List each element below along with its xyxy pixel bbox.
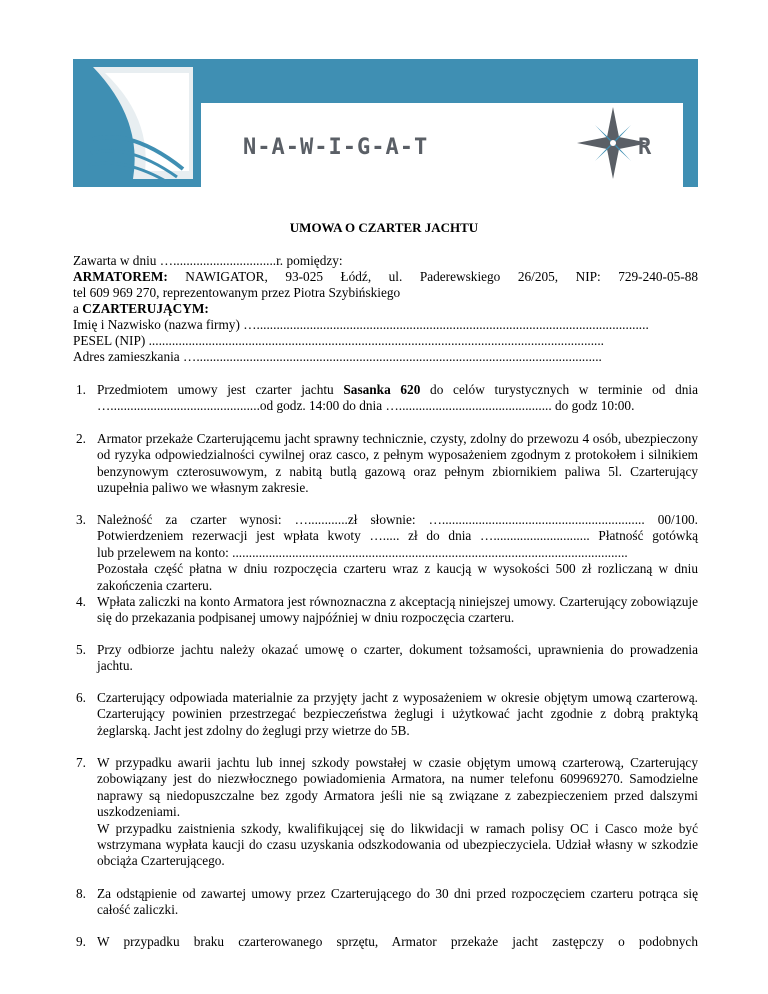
clause-number: 5.	[76, 642, 86, 657]
clause-8-text: Za odstąpienie od zawartej umowy przez Czarterującego do 30 dni przed rozpoczęciem czarteru potrąca się całość zaliczki.	[97, 886, 698, 918]
company-logo	[73, 59, 698, 189]
logo-wordmark-end: R	[638, 135, 652, 160]
charterer-prefix: a	[73, 301, 83, 316]
clause-1-text-c: do celów turystycznych w terminie od dnia	[420, 382, 698, 397]
clause-3-line-2: Potwierdzeniem rezerwacji jest wpłata kwoty …..... zł do dnia …............................. Płatność gotówką	[97, 528, 698, 544]
clause-number: 7.	[76, 755, 86, 770]
clause-9	[76, 934, 698, 950]
clause-3-line-1: Należność za czarter wynosi: …............zł słownie: …............................................................. 00/100.	[97, 512, 698, 527]
clause-3	[76, 512, 698, 594]
logo-wordmark: N-A-W-I-G-A-T	[243, 135, 429, 160]
armator-label: ARMATOREM:	[73, 269, 168, 284]
clause-1-text-a: Przedmiotem umowy jest czarter jachtu	[97, 382, 344, 397]
clause-7-paragraph-2: W przypadku zaistnienia szkody, kwalifikującej się do likwidacji w ramach polisy OC i Casco może być wstrzymana wypłata kaucji do czasu uzyskania odszkodowania od ubezpieczyciela. Udział własny w szkodzie obciąża Czarterującego.	[97, 820, 698, 869]
clause-3-line-4: Pozostała część płatna w dniu rozpoczęcia czarteru wraz z kaucją w wysokości 500 zł rozliczaną w dniu zakończenia czarteru.	[97, 561, 698, 593]
clause-7	[76, 755, 698, 870]
armator-line	[73, 269, 698, 285]
clause-2	[76, 431, 698, 497]
clause-number: 4.	[76, 594, 86, 609]
clause-9-text: W przypadku braku czarterowanego sprzętu, Armator przekaże jacht zastępczy o podobnych	[97, 934, 698, 949]
pesel-field-line: PESEL (NIP) .........................................................................................................................................	[73, 333, 605, 348]
clause-7-paragraph-1: W przypadku awarii jachtu lub innej szkody powstałej w czasie objętym umową czarterową, Czarterujący zobowiązany jest do niezwłocznego powiadomienia Armatora, na numer telefonu 609969270. Samodzielne naprawy są niedopuszczalne bez zgody Armatora jeśli nie są związane z zabezpieczeniem przed dalszymi uszkodzeniami.	[97, 755, 698, 820]
clause-6-text: Czarterujący odpowiada materialnie za przyjęty jacht z wyposażeniem w okresie objętym umową czarterową. Czarterujący powinien przestrzegać bezpieczeństwa żeglugi i użytkować jacht zgodnie z dobrą praktyką żeglarską. Jacht jest zdolny do żeglugi przy wietrze do 5B.	[97, 690, 698, 738]
clause-number: 2.	[76, 431, 86, 446]
clause-number: 8.	[76, 886, 86, 901]
address-field-line: Adres zamieszkania …..........................................................................................................................	[73, 349, 602, 364]
clause-5	[76, 642, 698, 675]
clause-5-text: Przy odbiorze jachtu należy okazać umowę o czarter, dokument tożsamości, uprawnienia do prowadzenia jachtu.	[97, 642, 698, 674]
clause-4	[76, 594, 698, 627]
clause-1-line-2: ….............................................od godz. 14:00 do dnia ….............................................. do godz 10:00.	[97, 398, 635, 414]
clause-number: 3.	[76, 512, 86, 527]
charterer-label: CZARTERUJĄCYM:	[82, 301, 209, 316]
clause-number: 9.	[76, 934, 86, 949]
clause-1-line-1	[97, 382, 698, 398]
document-title: UMOWA O CZARTER JACHTU	[289, 220, 479, 235]
contract-date-line: Zawarta w dniu …...............................r. pomiędzy:	[73, 253, 343, 268]
clause-2-text: Armator przekaże Czarterującemu jacht sprawny technicznie, czysty, zdolny do przewozu 4 osób, ubezpieczony od ryzyka odpowiedzialności cywilnej oraz casco, z pełnym wyposażeniem zgodnym z protokołem i silnikiem benzynowym czterosuwowym, z nabitą butlą gazową oraz pełnym zbiornikiem paliwa 5l. Czarterujący uzupełnia paliwo we własnym zakresie.	[97, 431, 698, 496]
clause-6	[76, 690, 698, 739]
logo-graphic	[73, 59, 698, 189]
clause-4-text: Wpłata zaliczki na konto Armatora jest równoznaczna z akceptacją niniejszej umowy. Czarterujący zobowiązuje się do przekazania podpisanej umowy najpóźniej w dniu rozpoczęcia czarteru.	[97, 594, 698, 626]
armator-contact-line: tel 609 969 270, reprezentowanym przez Piotra Szybińskiego	[73, 285, 401, 300]
charterer-heading	[73, 301, 698, 317]
yacht-name: Sasanka 620	[343, 382, 421, 397]
clause-8	[76, 886, 698, 919]
clause-number: 1.	[76, 382, 86, 397]
clause-number: 6.	[76, 690, 86, 705]
name-field-line: Imię i Nazwisko (nazwa firmy) …......................................................................................................................	[73, 317, 649, 332]
clause-3-line-3: lub przelewem na konto: .......................................................................................................................	[97, 544, 628, 560]
clause-1	[76, 382, 698, 415]
armator-details: NAWIGATOR, 93-025 Łódź, ul. Paderewskiego 26/205, NIP: 729-240-05-88	[167, 269, 698, 284]
